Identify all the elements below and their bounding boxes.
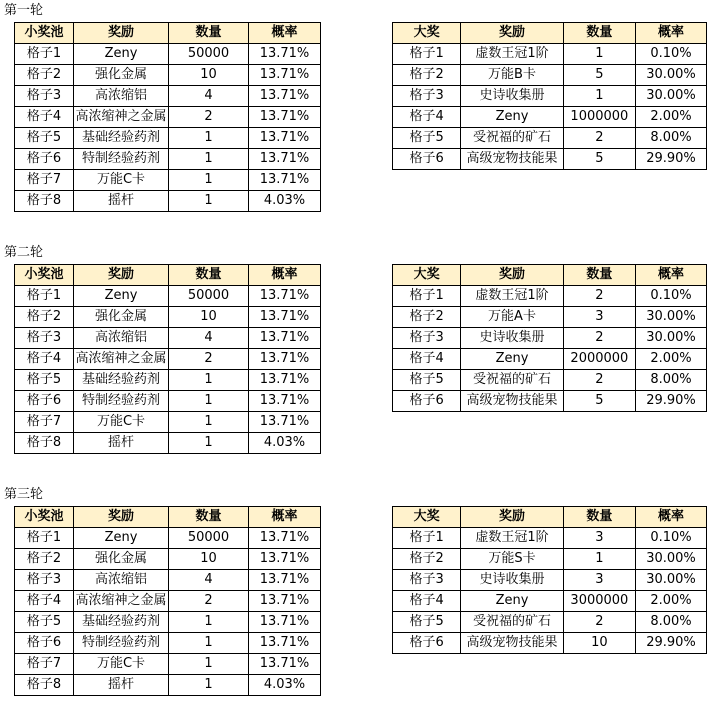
table-cell[interactable]: 5	[563, 149, 635, 170]
table-cell[interactable]: 万能C卡	[74, 170, 169, 191]
table-cell[interactable]: 2	[169, 107, 249, 128]
table-cell[interactable]: 13.71%	[249, 370, 321, 391]
table-cell[interactable]: 13.71%	[249, 307, 321, 328]
table-cell[interactable]: 格子6	[15, 149, 74, 170]
table-cell[interactable]: 13.71%	[249, 391, 321, 412]
table-cell[interactable]: 50000	[169, 528, 249, 549]
table-cell[interactable]: 13.71%	[249, 549, 321, 570]
table-cell[interactable]: 13.71%	[249, 328, 321, 349]
table-cell[interactable]: 1000000	[563, 107, 635, 128]
header-cell[interactable]: 大奖	[393, 507, 461, 528]
table-row	[393, 349, 707, 370]
header-cell[interactable]: 小奖池	[15, 265, 74, 286]
table-cell[interactable]: 2	[563, 128, 635, 149]
table-cell[interactable]: 50000	[169, 286, 249, 307]
header-row	[393, 23, 707, 44]
table-cell[interactable]: 格子2	[15, 307, 74, 328]
header-cell[interactable]: 奖励	[74, 23, 169, 44]
table-cell[interactable]: 13.71%	[249, 170, 321, 191]
big-prize-table	[392, 264, 707, 412]
header-row	[15, 23, 321, 44]
table-cell[interactable]: 1	[563, 86, 635, 107]
big-prize-table	[392, 506, 707, 654]
table-cell[interactable]: 2	[563, 328, 635, 349]
table-cell[interactable]: 摇杆	[74, 433, 169, 454]
table-cell[interactable]: 1	[169, 149, 249, 170]
table-cell[interactable]: 基础经验药剂	[74, 128, 169, 149]
table-cell[interactable]: 强化金属	[74, 307, 169, 328]
table-cell[interactable]: Zeny	[74, 44, 169, 65]
table-cell[interactable]: 格子5	[15, 612, 74, 633]
table-cell[interactable]: 2	[169, 591, 249, 612]
table-cell[interactable]: 10	[169, 549, 249, 570]
table-cell[interactable]: 格子8	[15, 191, 74, 212]
table-cell[interactable]: 受祝福的矿石	[461, 612, 563, 633]
table-cell[interactable]: 特制经验药剂	[74, 633, 169, 654]
table-cell[interactable]: 格子3	[15, 570, 74, 591]
table-row	[15, 107, 321, 128]
table-cell[interactable]: 高浓缩神之金属	[74, 349, 169, 370]
table-cell[interactable]: 13.71%	[249, 65, 321, 86]
table-cell[interactable]: 8.00%	[636, 128, 707, 149]
table-cell[interactable]: 高浓缩铝	[74, 328, 169, 349]
small-prize-table	[14, 506, 321, 696]
table-cell[interactable]: 13.71%	[249, 612, 321, 633]
table-row	[15, 65, 321, 86]
table-row	[15, 370, 321, 391]
header-cell[interactable]: 概率	[249, 23, 321, 44]
table-row	[15, 412, 321, 433]
table-cell[interactable]: 格子1	[393, 44, 461, 65]
table-cell[interactable]: 格子2	[15, 65, 74, 86]
table-cell[interactable]: 格子7	[15, 170, 74, 191]
table-cell[interactable]: 3	[563, 570, 635, 591]
table-cell[interactable]: 格子4	[393, 107, 461, 128]
table-cell[interactable]: 格子2	[393, 549, 461, 570]
table-row	[15, 391, 321, 412]
table-cell[interactable]: 2	[563, 612, 635, 633]
table-cell[interactable]: 格子1	[15, 528, 74, 549]
table-cell[interactable]: 30.00%	[636, 328, 707, 349]
table-cell[interactable]: 13.71%	[249, 86, 321, 107]
header-cell[interactable]: 数量	[563, 265, 635, 286]
table-row	[15, 44, 321, 65]
table-cell[interactable]: 格子3	[393, 328, 461, 349]
table-cell[interactable]: 格子3	[393, 86, 461, 107]
table-cell[interactable]: 2.00%	[636, 591, 707, 612]
table-row	[393, 307, 707, 328]
table-cell[interactable]: 30.00%	[636, 549, 707, 570]
header-cell[interactable]: 概率	[636, 23, 707, 44]
table-cell[interactable]: 史诗收集册	[461, 570, 563, 591]
table-cell[interactable]: 基础经验药剂	[74, 370, 169, 391]
table-row	[15, 86, 321, 107]
table-cell[interactable]: 13.71%	[249, 633, 321, 654]
table-cell[interactable]: 13.71%	[249, 44, 321, 65]
table-cell[interactable]: 格子5	[15, 370, 74, 391]
table-cell[interactable]: 高级宠物技能果	[461, 149, 563, 170]
table-cell[interactable]: 1	[563, 44, 635, 65]
table-cell[interactable]: 格子4	[15, 591, 74, 612]
table-row	[393, 149, 707, 170]
table-cell[interactable]: 万能C卡	[74, 654, 169, 675]
table-cell[interactable]: 0.10%	[636, 44, 707, 65]
table-cell[interactable]: 格子2	[393, 65, 461, 86]
table-cell[interactable]: 史诗收集册	[461, 86, 563, 107]
table-cell[interactable]: 13.71%	[249, 349, 321, 370]
table-cell[interactable]: 13.71%	[249, 591, 321, 612]
table-cell[interactable]: 虚数王冠1阶	[461, 44, 563, 65]
table-row	[393, 612, 707, 633]
table-row	[15, 528, 321, 549]
table-cell[interactable]: 格子6	[393, 149, 461, 170]
table-cell[interactable]: 4	[169, 86, 249, 107]
header-cell[interactable]: 奖励	[461, 265, 563, 286]
table-cell[interactable]: 格子7	[15, 654, 74, 675]
header-cell[interactable]: 数量	[563, 507, 635, 528]
table-cell[interactable]: 基础经验药剂	[74, 612, 169, 633]
small-prize-table	[14, 22, 321, 212]
table-cell[interactable]: Zeny	[461, 591, 563, 612]
table-cell[interactable]: 4.03%	[249, 191, 321, 212]
table-cell[interactable]: 30.00%	[636, 65, 707, 86]
header-cell[interactable]: 概率	[249, 507, 321, 528]
table-row	[393, 328, 707, 349]
table-cell[interactable]: 格子6	[15, 391, 74, 412]
header-cell[interactable]: 小奖池	[15, 507, 74, 528]
header-cell[interactable]: 数量	[169, 23, 249, 44]
table-row	[15, 349, 321, 370]
table-cell[interactable]: 格子1	[393, 528, 461, 549]
table-cell[interactable]: 30.00%	[636, 86, 707, 107]
table-row	[393, 370, 707, 391]
table-cell[interactable]: 2000000	[563, 349, 635, 370]
table-cell[interactable]: 虚数王冠1阶	[461, 528, 563, 549]
table-cell[interactable]: 1	[563, 549, 635, 570]
table-cell[interactable]: 格子6	[393, 391, 461, 412]
table-cell[interactable]: 格子1	[15, 44, 74, 65]
table-cell[interactable]: 10	[563, 633, 635, 654]
table-cell[interactable]: 3	[563, 307, 635, 328]
table-cell[interactable]: 格子4	[15, 349, 74, 370]
header-cell[interactable]: 概率	[636, 265, 707, 286]
table-cell[interactable]: 格子3	[393, 570, 461, 591]
table-cell[interactable]: 1	[169, 391, 249, 412]
table-row	[15, 591, 321, 612]
table-cell[interactable]: 格子4	[393, 591, 461, 612]
table-cell[interactable]: 1	[169, 654, 249, 675]
header-cell[interactable]: 奖励	[461, 507, 563, 528]
table-cell[interactable]: 万能S卡	[461, 549, 563, 570]
table-cell[interactable]: 格子7	[15, 412, 74, 433]
table-row	[15, 328, 321, 349]
table-cell[interactable]: 格子5	[15, 128, 74, 149]
table-cell[interactable]: 格子3	[15, 328, 74, 349]
header-row	[393, 265, 707, 286]
table-cell[interactable]: 8.00%	[636, 370, 707, 391]
table-cell[interactable]: 格子6	[15, 633, 74, 654]
table-cell[interactable]: 格子1	[393, 286, 461, 307]
table-cell[interactable]: 格子5	[393, 612, 461, 633]
table-cell[interactable]: 13.71%	[249, 570, 321, 591]
table-cell[interactable]: 高级宠物技能果	[461, 633, 563, 654]
table-cell[interactable]: 29.90%	[636, 391, 707, 412]
header-row	[15, 265, 321, 286]
table-cell[interactable]: 2.00%	[636, 107, 707, 128]
table-cell[interactable]: 万能A卡	[461, 307, 563, 328]
table-cell[interactable]: 虚数王冠1阶	[461, 286, 563, 307]
table-cell[interactable]: 1	[169, 412, 249, 433]
header-cell[interactable]: 小奖池	[15, 23, 74, 44]
table-cell[interactable]: 格子3	[15, 86, 74, 107]
table-cell[interactable]: 受祝福的矿石	[461, 370, 563, 391]
table-cell[interactable]: 30.00%	[636, 307, 707, 328]
header-cell[interactable]: 奖励	[461, 23, 563, 44]
table-row	[15, 170, 321, 191]
table-cell[interactable]: 0.10%	[636, 528, 707, 549]
table-cell[interactable]: 万能C卡	[74, 412, 169, 433]
table-cell[interactable]: 13.71%	[249, 128, 321, 149]
table-cell[interactable]: 史诗收集册	[461, 328, 563, 349]
table-cell[interactable]: 50000	[169, 44, 249, 65]
header-cell[interactable]: 奖励	[74, 265, 169, 286]
table-cell[interactable]: 3	[563, 528, 635, 549]
table-row	[393, 570, 707, 591]
table-row	[393, 44, 707, 65]
table-row	[15, 633, 321, 654]
table-cell[interactable]: 4	[169, 328, 249, 349]
table-cell[interactable]: 1	[169, 675, 249, 696]
round-title: 第一轮	[4, 3, 44, 18]
table-row	[393, 528, 707, 549]
table-row	[393, 86, 707, 107]
small-prize-table	[14, 264, 321, 454]
table-cell[interactable]: 13.71%	[249, 528, 321, 549]
table-cell[interactable]: 5	[563, 391, 635, 412]
table-cell[interactable]: 4.03%	[249, 433, 321, 454]
table-cell[interactable]: 高浓缩铝	[74, 570, 169, 591]
table-cell[interactable]: 摇杆	[74, 675, 169, 696]
table-cell[interactable]: 特制经验药剂	[74, 149, 169, 170]
table-cell[interactable]: Zeny	[74, 286, 169, 307]
table-cell[interactable]: 1	[169, 633, 249, 654]
table-cell[interactable]: 格子4	[15, 107, 74, 128]
table-row	[15, 433, 321, 454]
table-cell[interactable]: 13.71%	[249, 412, 321, 433]
table-row	[393, 391, 707, 412]
table-row	[15, 675, 321, 696]
table-cell[interactable]: 4	[169, 570, 249, 591]
table-cell[interactable]: 10	[169, 307, 249, 328]
table-cell[interactable]: 格子8	[15, 433, 74, 454]
table-cell[interactable]: 高浓缩神之金属	[74, 591, 169, 612]
header-row	[393, 507, 707, 528]
table-cell[interactable]: 30.00%	[636, 570, 707, 591]
header-cell[interactable]: 概率	[249, 265, 321, 286]
table-cell[interactable]: 5	[563, 65, 635, 86]
table-cell[interactable]: 强化金属	[74, 549, 169, 570]
table-row	[15, 612, 321, 633]
table-row	[393, 591, 707, 612]
table-cell[interactable]: 格子5	[393, 370, 461, 391]
table-cell[interactable]: 摇杆	[74, 191, 169, 212]
table-cell[interactable]: 高浓缩铝	[74, 86, 169, 107]
table-cell[interactable]: 0.10%	[636, 286, 707, 307]
header-cell[interactable]: 数量	[169, 265, 249, 286]
table-cell[interactable]: 29.90%	[636, 149, 707, 170]
header-cell[interactable]: 数量	[563, 23, 635, 44]
table-cell[interactable]: 特制经验药剂	[74, 391, 169, 412]
table-cell[interactable]: 2	[563, 286, 635, 307]
table-row	[15, 549, 321, 570]
table-cell[interactable]: 1	[169, 612, 249, 633]
table-cell[interactable]: 格子5	[393, 128, 461, 149]
table-row	[15, 149, 321, 170]
table-cell[interactable]: 2.00%	[636, 349, 707, 370]
table-row	[393, 633, 707, 654]
table-cell[interactable]: 高级宠物技能果	[461, 391, 563, 412]
table-cell[interactable]: Zeny	[74, 528, 169, 549]
table-cell[interactable]: 格子4	[393, 349, 461, 370]
table-cell[interactable]: 格子2	[393, 307, 461, 328]
table-cell[interactable]: 万能B卡	[461, 65, 563, 86]
table-row	[15, 191, 321, 212]
table-cell[interactable]: 2	[169, 349, 249, 370]
table-row	[15, 654, 321, 675]
table-cell[interactable]: 格子6	[393, 633, 461, 654]
table-cell[interactable]: 格子1	[15, 286, 74, 307]
table-cell[interactable]: Zeny	[461, 107, 563, 128]
round-title: 第二轮	[4, 245, 44, 260]
table-cell[interactable]: 2	[563, 370, 635, 391]
table-cell[interactable]: 1	[169, 370, 249, 391]
table-row	[393, 286, 707, 307]
table-cell[interactable]: 3000000	[563, 591, 635, 612]
table-row	[15, 128, 321, 149]
header-cell[interactable]: 概率	[636, 507, 707, 528]
table-cell[interactable]: 1	[169, 433, 249, 454]
table-cell[interactable]: 13.71%	[249, 654, 321, 675]
table-cell[interactable]: 29.90%	[636, 633, 707, 654]
table-row	[15, 570, 321, 591]
table-cell[interactable]: 10	[169, 65, 249, 86]
table-row	[15, 307, 321, 328]
big-prize-table	[392, 22, 707, 170]
table-cell[interactable]: 强化金属	[74, 65, 169, 86]
table-cell[interactable]: 受祝福的矿石	[461, 128, 563, 149]
table-row	[393, 549, 707, 570]
table-cell[interactable]: 格子8	[15, 675, 74, 696]
table-cell[interactable]: 13.71%	[249, 149, 321, 170]
table-cell[interactable]: 格子2	[15, 549, 74, 570]
table-cell[interactable]: 8.00%	[636, 612, 707, 633]
table-row	[393, 65, 707, 86]
header-cell[interactable]: 大奖	[393, 23, 461, 44]
round-title: 第三轮	[4, 487, 44, 502]
header-cell[interactable]: 大奖	[393, 265, 461, 286]
table-cell[interactable]: 高浓缩神之金属	[74, 107, 169, 128]
table-cell[interactable]: Zeny	[461, 349, 563, 370]
table-row	[15, 286, 321, 307]
table-cell[interactable]: 1	[169, 191, 249, 212]
table-cell[interactable]: 4.03%	[249, 675, 321, 696]
table-row	[393, 128, 707, 149]
header-cell[interactable]: 奖励	[74, 507, 169, 528]
header-row	[15, 507, 321, 528]
table-cell[interactable]: 13.71%	[249, 107, 321, 128]
header-cell[interactable]: 数量	[169, 507, 249, 528]
table-cell[interactable]: 13.71%	[249, 286, 321, 307]
table-cell[interactable]: 1	[169, 170, 249, 191]
table-cell[interactable]: 1	[169, 128, 249, 149]
table-row	[393, 107, 707, 128]
